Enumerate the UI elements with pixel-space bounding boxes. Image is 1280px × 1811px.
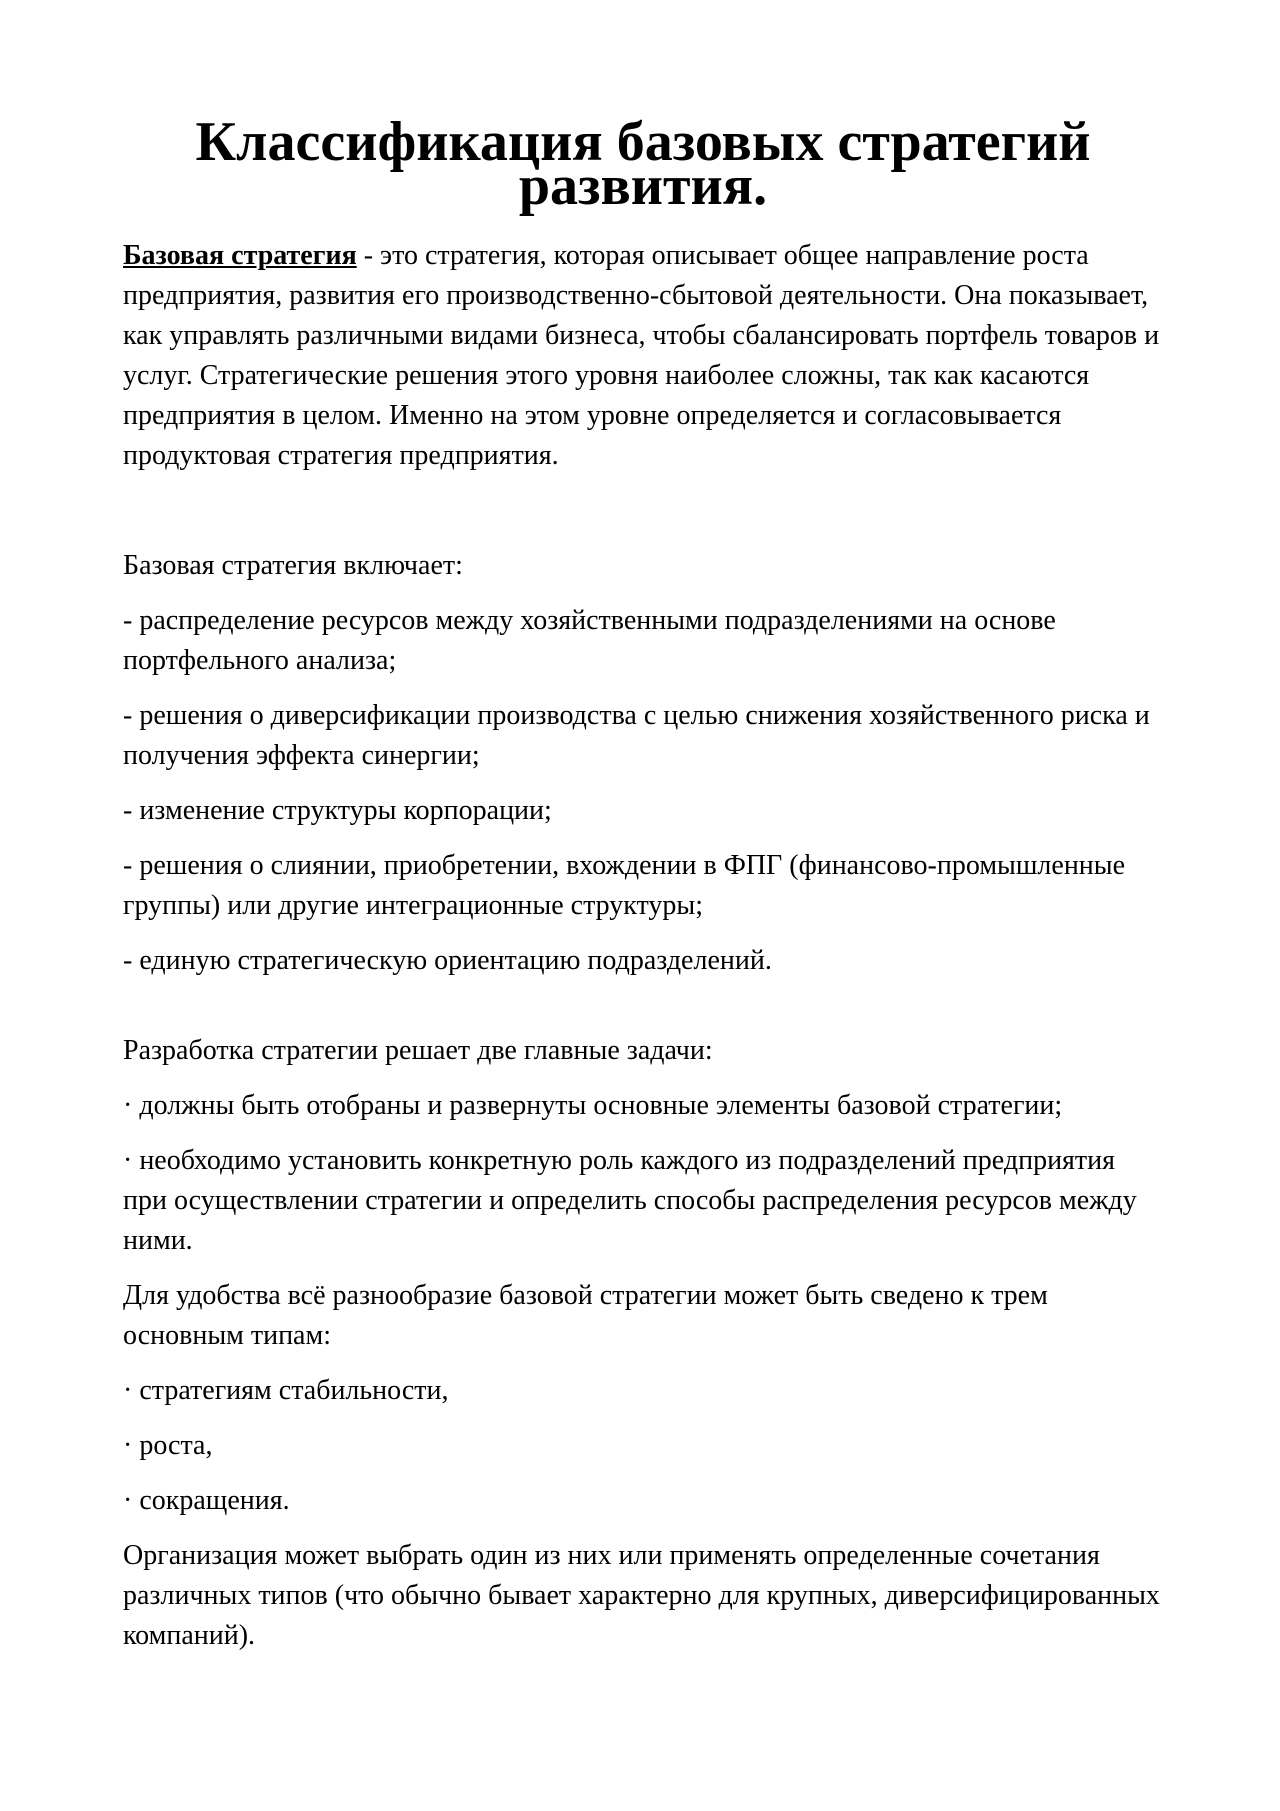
list-item: - решения о слиянии, приобретении, вхождении в ФПГ (финансово-промышленные группы) или другие интеграционные структуры; bbox=[123, 850, 1126, 921]
definition-text: - это стратегия, которая описывает общее направление роста предприятия, развития его производственно-сбытовой деятельности. Она показывает, как управлять различными видами бизнеса, чтобы сбалансировать портфель товаров и услуг. Стратегические решения этого уровня наиболее сложны, так как касаются предприятия в целом. Именно на этом уровне определяется и согласовывается продуктовая стратегия предприятия. bbox=[123, 240, 1160, 471]
conclusion-paragraph: Организация может выбрать один из них или применять определенные сочетания различных типов (что обычно бывает характерно для крупных, диверсифицированных компаний). bbox=[123, 1540, 1160, 1651]
defined-term: Базовая стратегия bbox=[123, 240, 357, 271]
list-item: · стратегиям стабильности, bbox=[123, 1375, 449, 1406]
list-item: · сокращения. bbox=[123, 1485, 290, 1516]
tasks-heading: Разработка стратегии решает две главные задачи: bbox=[123, 1035, 713, 1066]
list-item: - решения о диверсификации производства с целью снижения хозяйственного риска и получения эффекта синергии; bbox=[123, 700, 1150, 771]
list-item: - изменение структуры корпорации; bbox=[123, 795, 552, 826]
definition-paragraph bbox=[123, 236, 1163, 476]
includes-heading: Базовая стратегия включает: bbox=[123, 550, 463, 581]
list-item: · роста, bbox=[123, 1430, 213, 1461]
document-title: Классификация базовых стратегий развития. bbox=[195, 111, 1091, 217]
types-heading: Для удобства всё разнообразие базовой стратегии может быть сведено к трем основным типам: bbox=[123, 1280, 1048, 1351]
document-body bbox=[123, 111, 1163, 1656]
list-item: · должны быть отобраны и развернуты основные элементы базовой стратегии; bbox=[123, 1090, 1063, 1121]
list-item: - единую стратегическую ориентацию подразделений. bbox=[123, 945, 772, 976]
list-item: - распределение ресурсов между хозяйственными подразделениями на основе портфельного анализа; bbox=[123, 605, 1056, 676]
list-item: · необходимо установить конкретную роль каждого из подразделений предприятия при осуществлении стратегии и определить способы распределения ресурсов между ними. bbox=[123, 1145, 1137, 1256]
